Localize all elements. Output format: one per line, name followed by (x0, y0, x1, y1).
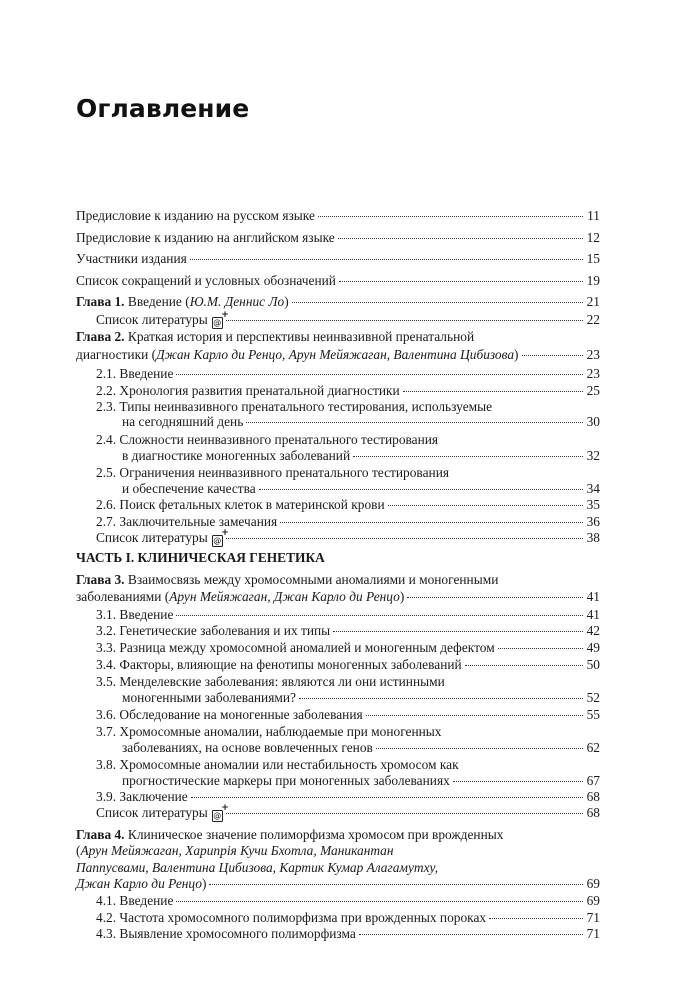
dot-leader (489, 918, 583, 919)
page-number: 62 (586, 740, 600, 755)
dot-leader (498, 648, 583, 649)
toc-entry-text (122, 773, 450, 789)
page-number: 35 (586, 497, 600, 512)
toc-entry[interactable] (96, 514, 600, 530)
toc-entry-text (76, 273, 336, 289)
page-number: 15 (586, 251, 600, 266)
toc-entry[interactable] (96, 910, 600, 926)
toc-entry[interactable] (96, 623, 600, 639)
toc-entry-text (96, 383, 400, 399)
toc-entry[interactable] (76, 294, 600, 310)
toc-entry-text (96, 757, 459, 773)
toc-entry-text (76, 208, 315, 224)
entry-title: моногенными заболеваниями? (122, 690, 296, 705)
entry-title: прогностические маркеры при моногенных заболеваниях (122, 773, 450, 788)
entry-authors: Джан Карло ди Ренцо (76, 876, 202, 891)
toc-entry[interactable] (96, 530, 600, 546)
toc-entry-continued (96, 465, 600, 481)
entry-authors: Джан Карло ди Ренцо, Арун Мейяжаган, Валентина Цибизова (156, 347, 515, 362)
dot-leader (388, 505, 583, 506)
entry-title: в диагностике моногенных заболеваний (122, 448, 351, 463)
toc-entry-text (96, 399, 492, 415)
toc-entry-continued (96, 399, 600, 415)
entry-title: 4.1. Введение (96, 893, 174, 908)
entry-authors: Арун Мейяжаган, Джан Карло ди Ренцо (169, 589, 400, 604)
dot-leader (280, 522, 583, 523)
toc-entry-text (122, 740, 373, 756)
online-resource-icon: @ + (212, 810, 223, 822)
entry-title: 4.3. Выявление хромосомного полиморфизма (96, 926, 356, 941)
entry-title: Участники издания (76, 251, 187, 266)
toc-entry-continued (96, 674, 600, 690)
page-number: 71 (586, 910, 600, 925)
toc-entry[interactable] (96, 383, 600, 399)
toc-entry-continued (76, 860, 600, 876)
toc-entry[interactable] (96, 312, 600, 328)
toc-entry[interactable] (96, 366, 600, 382)
online-resource-icon: @ + (212, 535, 223, 547)
toc-entry-text (96, 926, 356, 942)
page-number: 69 (586, 876, 600, 891)
entry-title: 3.2. Генетические заболевания и их типы (96, 623, 331, 638)
toc-entry-text (96, 805, 223, 821)
toc-entry-text (76, 251, 187, 267)
toc-entry-text (96, 607, 173, 623)
toc-entry-text (96, 910, 486, 926)
page-number: 12 (586, 230, 600, 245)
entry-title: Краткая история и перспективы неинвазивной пренатальной (127, 329, 475, 344)
toc-entry-text (76, 294, 289, 310)
toc-entry[interactable] (122, 690, 600, 706)
entry-title: Список литературы (96, 530, 208, 545)
page-number: 49 (586, 640, 600, 655)
page-number: 23 (586, 347, 600, 362)
dot-leader (176, 374, 583, 375)
dot-leader (453, 781, 583, 782)
toc-entry[interactable] (96, 805, 600, 821)
toc-entry-text (96, 657, 462, 673)
entry-title: Список литературы (96, 312, 208, 327)
dot-leader (246, 422, 583, 423)
entry-title: заболеваниях, на основе вовлеченных генов (122, 740, 373, 755)
dot-leader (359, 934, 583, 935)
entry-title: 2.4. Сложности неинвазивного пренатального тестирования (96, 432, 439, 447)
toc-entry-text (76, 843, 394, 859)
toc-entry[interactable] (76, 251, 600, 267)
toc-entry[interactable] (122, 448, 600, 464)
dot-leader (339, 281, 583, 282)
toc-entry-text (122, 690, 296, 706)
entry-title: 3.1. Введение (96, 607, 174, 622)
entry-title-end: ) (514, 347, 519, 362)
page-number: 22 (586, 312, 600, 327)
page-number: 68 (586, 789, 600, 804)
entry-title: Предисловие к изданию на русском языке (76, 208, 315, 223)
entry-title: 2.7. Заключительные замечания (96, 514, 278, 529)
page-number: 30 (586, 414, 600, 429)
toc-entry-text (96, 674, 445, 690)
toc-entry-text (96, 514, 277, 530)
page-number: 55 (586, 707, 600, 722)
toc-entry-text (96, 640, 495, 656)
toc-entry[interactable] (76, 876, 600, 892)
chapter-label: Глава 2. (76, 329, 125, 344)
toc-entry-continued (76, 827, 600, 843)
toc-entry-text (96, 893, 173, 909)
toc-entry-continued (96, 724, 600, 740)
entry-title: 3.5. Менделевские заболевания: являются ли они истинными (96, 674, 445, 689)
toc-entry-text (122, 448, 350, 464)
entry-title: 3.9. Заключение (96, 789, 188, 804)
entry-title: 3.6. Обследование на моногенные заболевания (96, 707, 363, 722)
entry-title: 3.3. Разница между хромосомной аномалией и моногенным дефектом (96, 640, 495, 655)
entry-title: Список литературы (96, 805, 208, 820)
toc-entry-text (76, 329, 474, 345)
entry-title: ( (76, 843, 81, 858)
section-heading: ЧАСТЬ I. КЛИНИЧЕСКАЯ ГЕНЕТИКА (76, 550, 325, 565)
toc-entry[interactable] (76, 273, 600, 289)
toc-entry-text (96, 707, 363, 723)
toc-entry-text (96, 789, 188, 805)
toc-entry-continued (76, 329, 600, 345)
toc-entry[interactable] (122, 773, 600, 789)
dot-leader (465, 665, 583, 666)
toc-entry-text (96, 724, 442, 740)
entry-title: 3.8. Хромосомные аномалии или нестабильность хромосом как (96, 757, 459, 772)
toc-entry[interactable] (122, 414, 600, 430)
dot-leader (366, 715, 583, 716)
entry-title: 2.2. Хронология развития пренатальной диагностики (96, 383, 400, 398)
toc-entry[interactable] (96, 789, 600, 805)
dot-leader (353, 456, 583, 457)
page-number: 71 (586, 926, 600, 941)
toc-entry[interactable] (96, 893, 600, 909)
toc-entry-continued (96, 432, 600, 448)
entry-title: диагностики ( (76, 347, 157, 362)
toc-entry[interactable] (96, 657, 600, 673)
page-number: 36 (586, 514, 600, 529)
dot-leader (190, 259, 583, 260)
dot-leader (299, 698, 583, 699)
dot-leader (226, 538, 583, 539)
entry-title-end: ) (399, 589, 405, 604)
dot-leader (209, 884, 583, 885)
toc-entry-text (76, 876, 206, 892)
entry-title: Клиническое значение полиморфизма хромосом при врожденных (127, 827, 504, 842)
toc-entry[interactable] (96, 640, 600, 656)
entry-title: Введение ( (127, 294, 190, 309)
toc-entry[interactable] (122, 481, 600, 497)
dot-leader (338, 238, 583, 239)
page-number: 42 (586, 623, 600, 638)
toc-entry-text (96, 366, 173, 382)
dot-leader (226, 320, 583, 321)
dot-leader (333, 631, 583, 632)
toc-entry-text (96, 432, 438, 448)
page-number: 69 (586, 893, 600, 908)
toc-entry-continued (76, 572, 600, 588)
entry-title: на сегодняшний день (122, 414, 244, 429)
entry-title: Предисловие к изданию на английском языке (76, 230, 335, 245)
entry-title: 2.6. Поиск фетальных клеток в материнской крови (96, 497, 385, 512)
dot-leader (176, 901, 583, 902)
page-number: 32 (586, 448, 600, 463)
dot-leader (226, 813, 583, 814)
page-number: 23 (586, 366, 600, 381)
toc-entry-text (76, 347, 519, 363)
online-resource-icon: @ + (212, 317, 223, 329)
dot-leader (318, 216, 583, 217)
dot-leader (376, 748, 583, 749)
page-number: 67 (586, 773, 600, 788)
entry-title-end: ) (201, 876, 207, 891)
page-number: 19 (586, 273, 600, 288)
toc-entry-text (122, 481, 256, 497)
chapter-label: Глава 4. (76, 827, 125, 842)
toc-entry-continued (96, 757, 600, 773)
entry-title: Список сокращений и условных обозначений (76, 273, 336, 288)
entry-title: Взаимосвязь между хромосомными аномалиями и моногенными (127, 572, 499, 587)
dot-leader (259, 489, 583, 490)
toc-entry[interactable] (76, 347, 600, 363)
toc-entry[interactable] (96, 926, 600, 942)
dot-leader (403, 391, 583, 392)
entry-title: 3.7. Хромосомные аномалии, наблюдаемые при моногенных (96, 724, 442, 739)
toc-entry-text (76, 572, 498, 588)
toc-entry-text (96, 530, 223, 546)
dot-leader (522, 355, 583, 356)
page-number: 52 (586, 690, 600, 705)
entry-title: 2.3. Типы неинвазивного пренатального тестирования, используемые (96, 399, 493, 414)
page-number: 41 (586, 589, 600, 604)
toc-entry[interactable] (122, 740, 600, 756)
toc-entry[interactable] (76, 208, 600, 224)
dot-leader (292, 302, 583, 303)
dot-leader (407, 597, 583, 598)
toc-entry-text (122, 414, 243, 430)
page-number: 21 (586, 294, 600, 309)
page-number: 38 (586, 530, 600, 545)
page-title: Оглавление (76, 94, 250, 123)
toc-entry[interactable] (96, 607, 600, 623)
entry-title: заболеваниями ( (76, 589, 170, 604)
toc-entry-text (76, 827, 503, 843)
dot-leader (176, 615, 583, 616)
toc-entry-text (96, 623, 330, 639)
entry-title: 2.1. Введение (96, 366, 174, 381)
toc-entry-text (76, 860, 438, 876)
chapter-label: Глава 3. (76, 572, 125, 587)
toc-entry-text (96, 312, 223, 328)
toc-entry-text (96, 465, 449, 481)
entry-title: 4.2. Частота хромосомного полиморфизма при врожденных пороках (96, 910, 487, 925)
chapter-label: Глава 1. (76, 294, 125, 309)
entry-authors: Паппусвами, Валентина Цибизова, Картик Кумар Алагамутху, (76, 860, 439, 875)
entry-authors: Ю.М. Деннис Ло (189, 294, 285, 309)
toc-entry[interactable] (76, 589, 600, 605)
page-number: 34 (586, 481, 600, 496)
toc-entry-continued (76, 843, 600, 859)
entry-title: 3.4. Факторы, влияющие на фенотипы моногенных заболеваний (96, 657, 462, 672)
page-number: 25 (586, 383, 600, 398)
dot-leader (191, 797, 583, 798)
page-number: 68 (586, 805, 600, 820)
entry-authors: Арун Мейяжаган, Харипрія Кучи Бхотла, Маникантан (80, 843, 394, 858)
toc-entry[interactable] (96, 707, 600, 723)
toc-entry-text (96, 497, 385, 513)
page-number: 50 (586, 657, 600, 672)
entry-title: и обеспечение качества (122, 481, 256, 496)
toc-entry-text (76, 230, 335, 246)
toc-entry[interactable] (76, 230, 600, 246)
entry-title-end: ) (284, 294, 289, 309)
page-number: 41 (586, 607, 600, 622)
toc-entry-text (76, 589, 404, 605)
entry-title: 2.5. Ограничения неинвазивного пренатального тестирования (96, 465, 450, 480)
toc-entry[interactable] (96, 497, 600, 513)
page-number: 11 (587, 208, 600, 223)
